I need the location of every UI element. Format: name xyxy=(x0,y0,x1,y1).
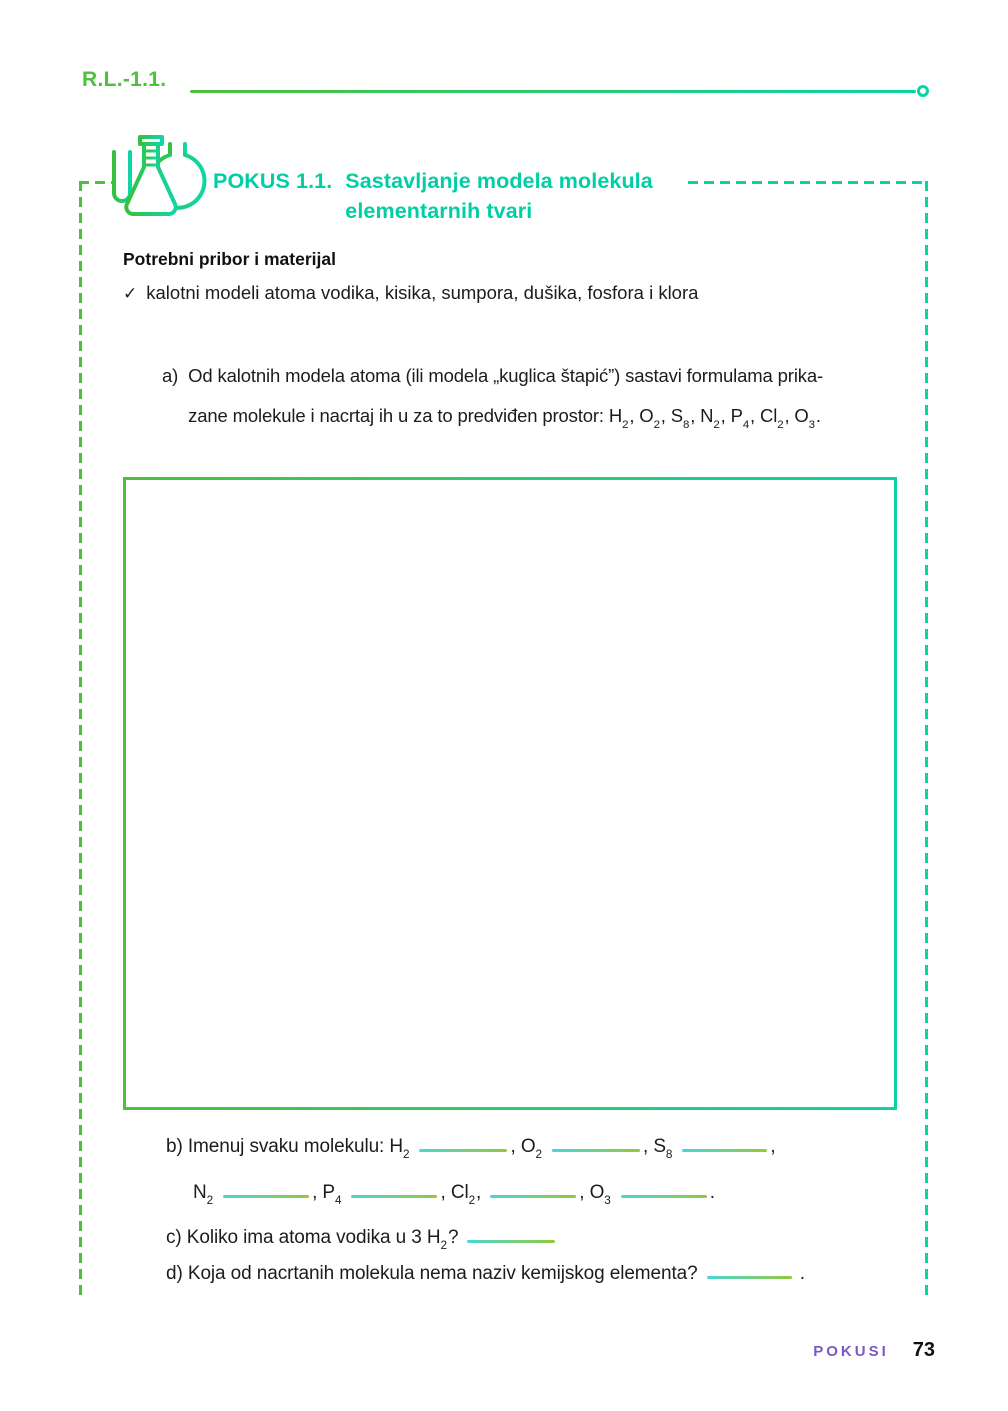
answer-blank xyxy=(552,1149,640,1152)
text-run: , S xyxy=(642,1136,666,1157)
dashed-frame-left-vertical xyxy=(79,181,82,1299)
subscript: 3 xyxy=(604,1194,611,1208)
text-run: , S xyxy=(660,405,683,426)
experiment-title-text xyxy=(345,166,653,226)
text-run: zane molekule i nacrtaj ih u za to predviđen prostor: H xyxy=(188,405,623,426)
subscript: 2 xyxy=(206,1194,214,1208)
answer-blank xyxy=(707,1276,792,1279)
lab-flasks-icon xyxy=(97,124,211,232)
text-run: , O xyxy=(784,405,809,426)
answer-blank xyxy=(467,1240,555,1243)
answer-blank xyxy=(351,1195,437,1198)
subscript: 2 xyxy=(653,419,660,432)
task-b-line1 xyxy=(166,1136,776,1162)
subscript: 2 xyxy=(440,1239,447,1253)
text-run: , P xyxy=(720,405,743,426)
materials-item-text: kalotni modeli atoma vodika, kisika, sumpora, dušika, fosfora i klora xyxy=(146,282,699,303)
text-run: N xyxy=(193,1182,207,1203)
experiment-title-line2: elementarnih tvari xyxy=(345,199,533,223)
text-run: , P xyxy=(312,1182,336,1203)
subscript: 2 xyxy=(403,1148,410,1162)
text-run: ? xyxy=(447,1227,459,1248)
answer-blank xyxy=(419,1149,507,1152)
task-a-line2 xyxy=(188,405,821,432)
molecule-drawing-box xyxy=(123,477,897,1110)
answer-blank xyxy=(621,1195,707,1198)
experiment-title xyxy=(213,166,653,226)
materials-heading: Potrebni pribor i materijal xyxy=(123,249,336,269)
answer-blank xyxy=(490,1195,576,1198)
materials-list-item xyxy=(123,282,698,304)
subscript: 4 xyxy=(742,419,750,432)
header-rule-end-ring xyxy=(917,85,929,97)
text-run: b) Imenuj svaku molekulu: H xyxy=(166,1136,404,1157)
task-b-line2 xyxy=(193,1182,715,1208)
subscript: 3 xyxy=(808,419,815,432)
text-run: d) Koja od nacrtanih molekula nema naziv kemijskog elementa? xyxy=(166,1263,698,1284)
answer-blank xyxy=(682,1149,767,1152)
document-code: R.L.-1.1. xyxy=(82,68,167,91)
text-run: . xyxy=(794,1263,805,1284)
subscript: 2 xyxy=(713,419,720,432)
text-run: , xyxy=(476,1182,482,1203)
text-run: , Cl xyxy=(750,405,778,426)
subscript: 2 xyxy=(777,419,784,432)
subscript: 2 xyxy=(468,1194,476,1208)
experiment-number: POKUS 1.1. xyxy=(213,169,333,193)
footer-section-label: POKUSI xyxy=(813,1343,889,1360)
task-a xyxy=(162,356,910,436)
page-footer xyxy=(813,1339,935,1362)
task-a-line1: Od kalotnih modela atoma (ili modela „kuglica štapić”) sastavi formulama prika- xyxy=(188,365,824,386)
subscript: 2 xyxy=(622,419,629,432)
subscript: 4 xyxy=(335,1194,342,1208)
text-run: , Cl xyxy=(440,1182,469,1203)
answer-blank xyxy=(223,1195,309,1198)
dashed-frame-right-vertical xyxy=(925,181,928,1296)
page-number: 73 xyxy=(912,1339,935,1361)
dashed-frame-right-horizontal xyxy=(688,181,928,184)
text-run: , xyxy=(770,1136,776,1157)
text-run: , N xyxy=(690,405,714,426)
subscript: 2 xyxy=(535,1148,542,1162)
task-c xyxy=(166,1227,558,1253)
text-run: c) Koliko ima atoma vodika u 3 H xyxy=(166,1227,441,1248)
subscript: 8 xyxy=(682,419,690,432)
task-d xyxy=(166,1263,805,1285)
header-rule xyxy=(190,90,916,93)
text-run: , O xyxy=(579,1182,605,1203)
check-icon: ✓ xyxy=(123,284,138,303)
experiment-title-line1: Sastavljanje modela molekula xyxy=(345,169,653,193)
subscript: 8 xyxy=(665,1148,673,1162)
text-run: . xyxy=(815,405,821,426)
text-run: , O xyxy=(510,1136,536,1157)
task-a-label: a) xyxy=(162,365,179,386)
text-run: . xyxy=(709,1182,715,1203)
task-a-text xyxy=(188,356,823,436)
text-run: , O xyxy=(629,405,654,426)
